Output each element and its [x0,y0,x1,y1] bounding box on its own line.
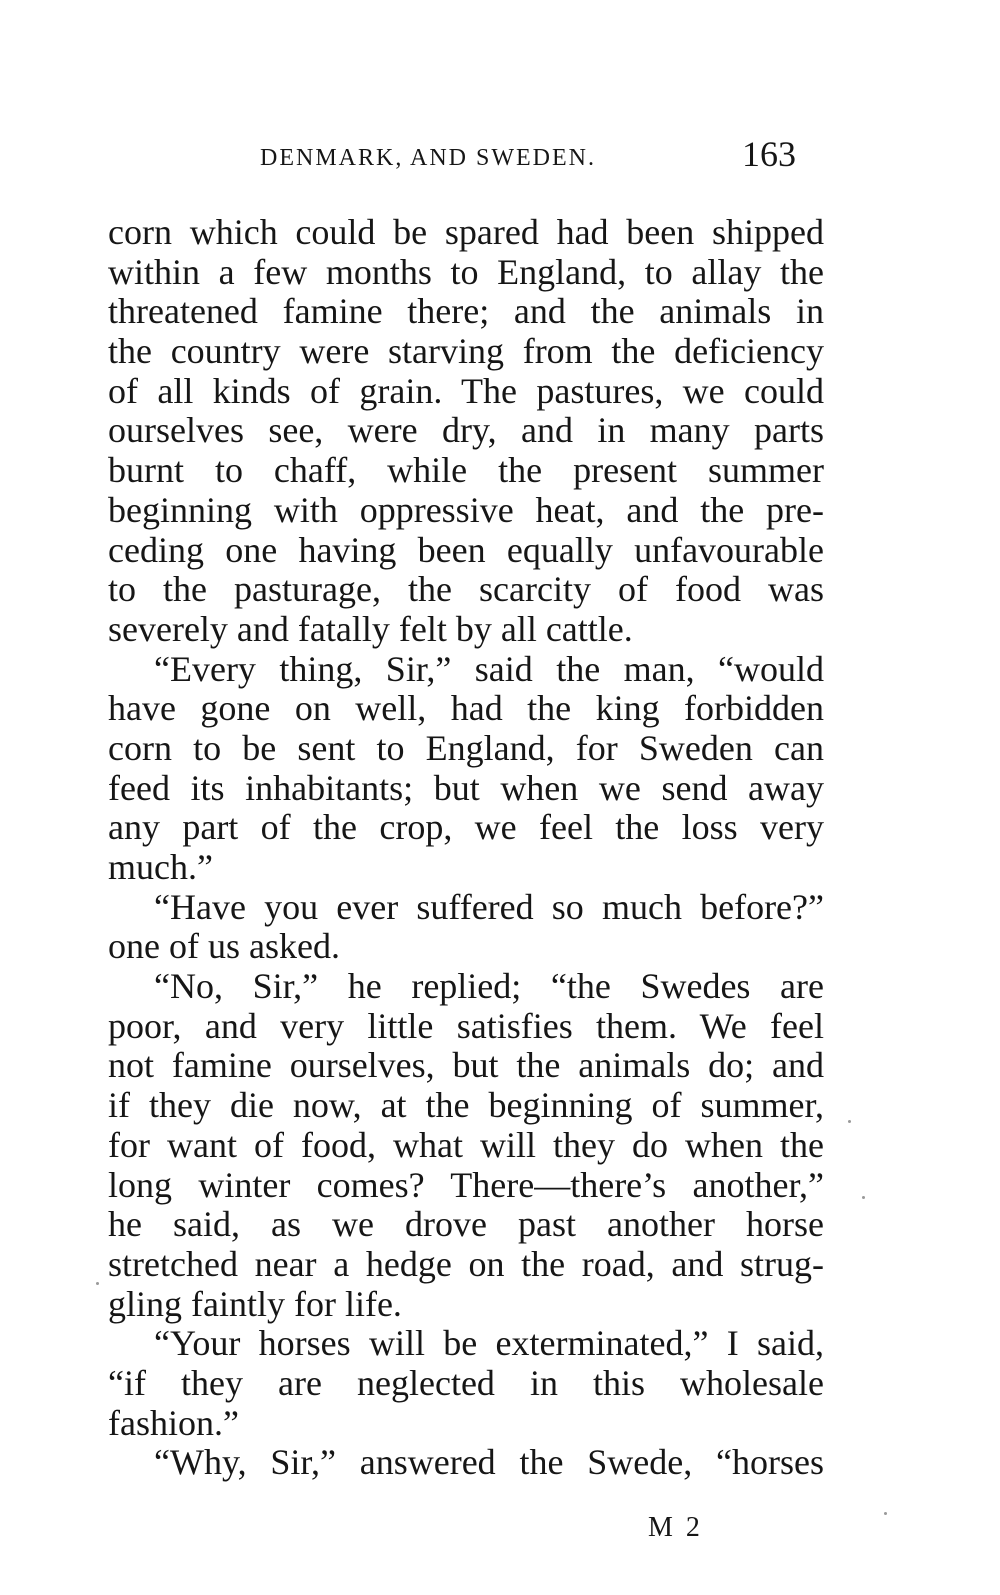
text-line: ourselves see, were dry, and in many parts [108,410,824,451]
text-line: he said, as we drove past another horse [108,1204,824,1245]
text-line: feed its inhabitants; but when we send away [108,767,824,808]
text-line: if they die now, at the beginning of summer, [108,1085,824,1126]
text-line: much.” [108,847,213,887]
text-line: “Why, Sir,” answered the Swede, “horses [154,1442,824,1483]
text-line: for want of food, what will they do when the [108,1124,824,1165]
text-line: poor, and very little satisfies them. We feel [108,1005,824,1046]
text-line: “if they are neglected in this wholesale [108,1362,824,1403]
paper-speck [862,1196,865,1199]
text-line: the country were starving from the deficiency [108,331,824,372]
text-line: one of us asked. [108,926,340,967]
text-line: corn which could be spared had been shipped [108,212,824,252]
paper-speck [96,1282,99,1285]
signature-mark: M 2 [648,1512,703,1543]
text-line: corn to be sent to England, for Sweden can [108,727,824,768]
text-line: have gone on well, had the king forbidden [108,688,824,729]
text-line: stretched near a hedge on the road, and strug- [108,1243,824,1284]
text-line: severely and fatally felt by all cattle. [108,608,633,649]
text-line: “Have you ever suffered so much before?” [154,886,824,927]
text-line: to the pasturage, the scarcity of food was [108,569,824,610]
text-line: long winter comes? There—there’s another,” [108,1164,824,1205]
body-text [108,213,824,1483]
text-line: fashion.” [108,1402,239,1443]
paper-speck [848,1120,851,1123]
text-line: “Your horses will be exterminated,” I said, [154,1323,824,1364]
text-line: burnt to chaff, while the present summer [108,450,824,491]
text-line: of all kinds of grain. The pastures, we could [108,370,824,411]
text-line: “No, Sir,” he replied; “the Swedes are [154,966,824,1007]
text-line: ceding one having been equally unfavourable [108,529,824,570]
page-number: 163 [742,134,796,174]
text-line: gling faintly for life. [108,1283,402,1324]
text-line: threatened famine there; and the animals in [108,291,824,332]
text-line: any part of the crop, we feel the loss very [108,807,824,848]
paper-speck [884,1512,887,1515]
text-line: “Every thing, Sir,” said the man, “would [154,648,824,689]
text-line: beginning with oppressive heat, and the pre- [108,489,824,530]
text-line: within a few months to England, to allay the [108,251,824,292]
text-line: not famine ourselves, but the animals do; and [108,1045,824,1086]
running-title: DENMARK, AND SWEDEN. [260,145,596,171]
